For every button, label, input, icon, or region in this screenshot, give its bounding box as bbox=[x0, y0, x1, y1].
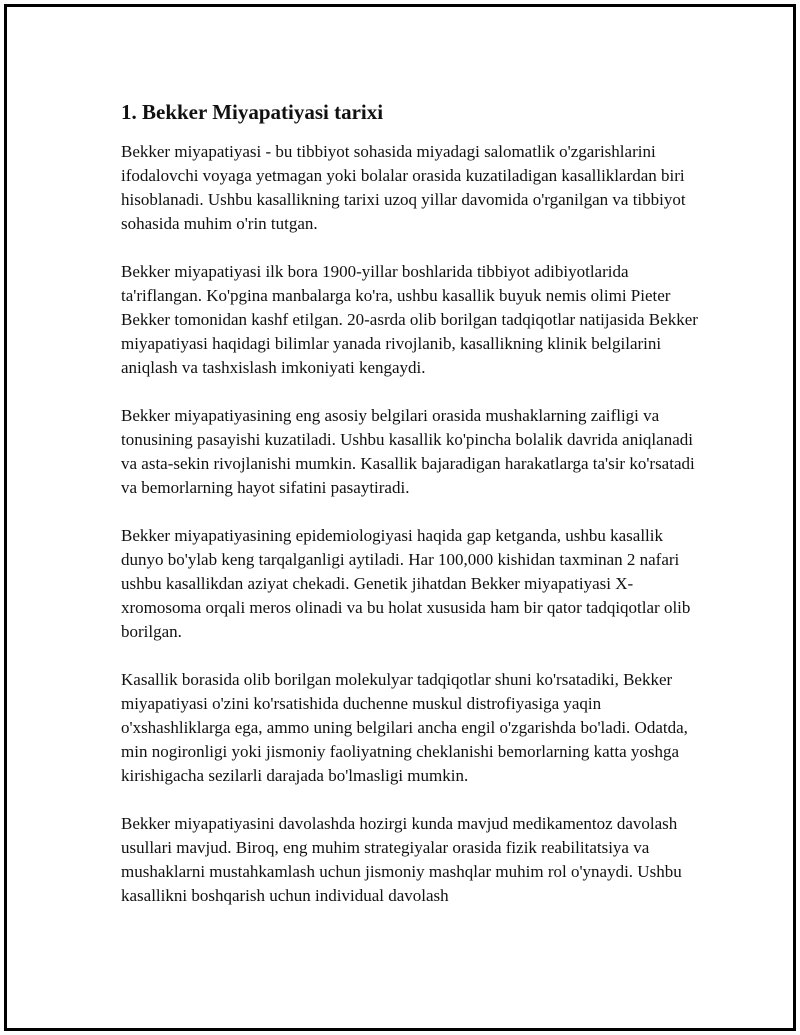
paragraph-3: Bekker miyapatiyasining eng asosiy belgilari orasida mushaklarning zaifligi va tonusining pasayishi kuzatiladi. Ushbu kasallik ko'pincha bolalik davrida aniqlanadi va asta-sekin rivojlanishi mumkin. Kasallik bajaradigan harakatlarga ta'sir ko'rsatadi va bemorlarning hayot sifatini pasaytiradi. bbox=[121, 406, 695, 497]
paragraph-6: Bekker miyapatiyasini davolashda hozirgi kunda mavjud medikamentoz davolash usullari mavjud. Biroq, eng muhim strategiyalar orasida fizik reabilitatsiya va mushaklarni mustahkamlash uchun jismoniy mashqlar muhim rol o'ynaydi. Ushbu kasallikni boshqarish uchun individual davolash bbox=[121, 814, 682, 905]
section-heading: 1. Bekker Miyapatiyasi tarixi bbox=[121, 100, 384, 124]
paragraph-5: Kasallik borasida olib borilgan molekulyar tadqiqotlar shuni ko'rsatadiki, Bekker miyapatiyasi o'zini ko'rsatishida duchenne muskul distrofiyasiga yaqin o'xshashliklarga ega, ammo uning belgilari ancha engil o'zgarishda bo'ladi. Odatda, min nogironligi yoki jismoniy faoliyatning cheklanishi bemorlarning katta yoshga kirishigacha sezilarli darajada bo'lmasligi mumkin. bbox=[121, 670, 688, 785]
paragraph-2: Bekker miyapatiyasi ilk bora 1900-yillar boshlarida tibbiyot adibiyotlarida ta'riflangan. Ko'pgina manbalarga ko'ra, ushbu kasallik buyuk nemis olimi Pieter Bekker tomonidan kashf etilgan. 20-asrda olib borilgan tadqiqotlar natijasida Bekker miyapatiyasi haqidagi bilimlar yanada rivojlanib, kasallikning klinik belgilarini aniqlash va tashxislash imkoniyati kengaydi. bbox=[121, 262, 698, 377]
page-frame bbox=[4, 4, 796, 1031]
paragraph-4: Bekker miyapatiyasining epidemiologiyasi haqida gap ketganda, ushbu kasallik dunyo bo'ylab keng tarqalganligi aytiladi. Har 100,000 kishidan taxminan 2 nafari ushbu kasallikdan aziyat chekadi. Genetik jihatdan Bekker miyapatiyasi X-xromosoma orqali meros olinadi va bu holat xususida ham bir qator tadqiqotlar olib borilgan. bbox=[121, 526, 691, 641]
document-body bbox=[121, 99, 701, 932]
paragraph-1: Bekker miyapatiyasi - bu tibbiyot sohasida miyadagi salomatlik o'zgarishlarini ifodalovchi voyaga yetmagan yoki bolalar orasida kuzatiladigan kasalliklardan biri hisoblanadi. Ushbu kasallikning tarixi uzoq yillar davomida o'rganilgan va tibbiyot sohasida muhim o'rin tutgan. bbox=[121, 142, 686, 233]
